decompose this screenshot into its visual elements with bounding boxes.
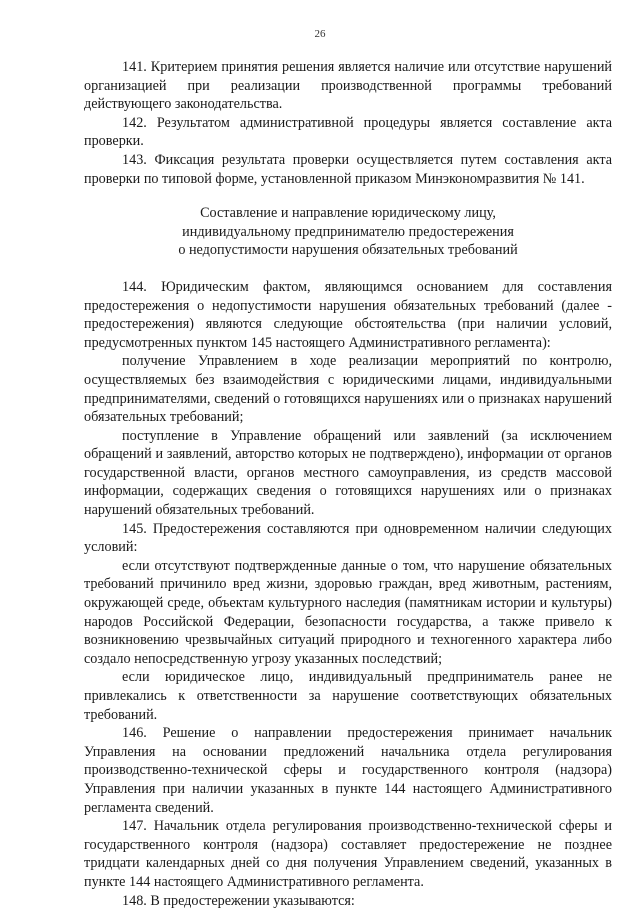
paragraph-148: 148. В предостережении указываются: bbox=[122, 892, 355, 909]
section-heading-line-1: Составление и направление юридическому лицу, bbox=[200, 205, 496, 222]
paragraph-143: 143. Фиксация результата проверки осуществляется путем составления акта проверки по типовой форме, установленной приказом Минэкономразвития № 141. bbox=[84, 151, 612, 187]
paragraph-144: 144. Юридическим фактом, являющимся основанием для составления предостережения о недопустимости нарушения обязательных требований (далее - предостережения) являются следующие обстоятельства (при наличии условий, предусмотренных пунктом 145 настоящего Административного регламента): bbox=[84, 278, 612, 351]
paragraph-145: 145. Предостережения составляются при одновременном наличии следующих условий: bbox=[84, 520, 612, 556]
section-heading bbox=[84, 204, 612, 260]
section-heading-line-3: о недопустимости нарушения обязательных требований bbox=[178, 242, 518, 259]
paragraph-144-item-2: поступление в Управление обращений или заявлений (за исключением обращений и заявлений, авторство которых не подтверждено), информации от органов государственной власти, органов местного самоуправления, из средств массовой информации, содержащих сведения о готовящихся нарушениях или о признаках нарушений обязательных требований. bbox=[84, 427, 612, 519]
paragraph-141: 141. Критерием принятия решения является наличие или отсутствие нарушений организацией при реализации производственной программы требований действующего законодательства. bbox=[84, 59, 612, 113]
paragraph-144-item-1: получение Управлением в ходе реализации мероприятий по контролю, осуществляемых без взаимодействия с юридическими лицами, индивидуальными предпринимателями, сведений о готовящихся нарушениях или о признаках нарушений обязательных требований; bbox=[84, 353, 612, 426]
paragraph-147: 147. Начальник отдела регулирования производственно-технической сферы и государственного контроля (надзора) составляет предостережение не позднее тридцати календарных дней со дня получения Управлением сведений, указанных в пункте 144 настоящего Административного регламента. bbox=[84, 818, 612, 890]
page-number: 26 bbox=[314, 28, 326, 40]
paragraph-146: 146. Решение о направлении предостережения принимает начальник Управления на основании предложений начальника отдела регулирования производственно-технической сферы и государственного контроля (надзора) Управления при наличии указанных в пункте 144 настоящего Административного регламента сведений. bbox=[84, 725, 612, 816]
section-heading-line-2: индивидуальному предпринимателю предостережения bbox=[182, 223, 514, 240]
document-body bbox=[84, 58, 612, 910]
paragraph-142: 142. Результатом административной процедуры является составление акта проверки. bbox=[84, 114, 612, 150]
paragraph-145-item-1: если отсутствуют подтвержденные данные о том, что нарушение обязательных требований причинило вред жизни, здоровью граждан, вред животным, растениям, окружающей среде, объектам культурного наследия (памятникам истории и культуры) народов Российской Федерации, безопасности государства, а также привело к возникновению чрезвычайных ситуаций природного и техногенного характера либо создало непосредственную угрозу указанных последствий; bbox=[84, 557, 612, 667]
paragraph-145-item-2: если юридическое лицо, индивидуальный предприниматель ранее не привлекались к ответственности за нарушение соответствующих обязательных требований. bbox=[84, 669, 612, 723]
